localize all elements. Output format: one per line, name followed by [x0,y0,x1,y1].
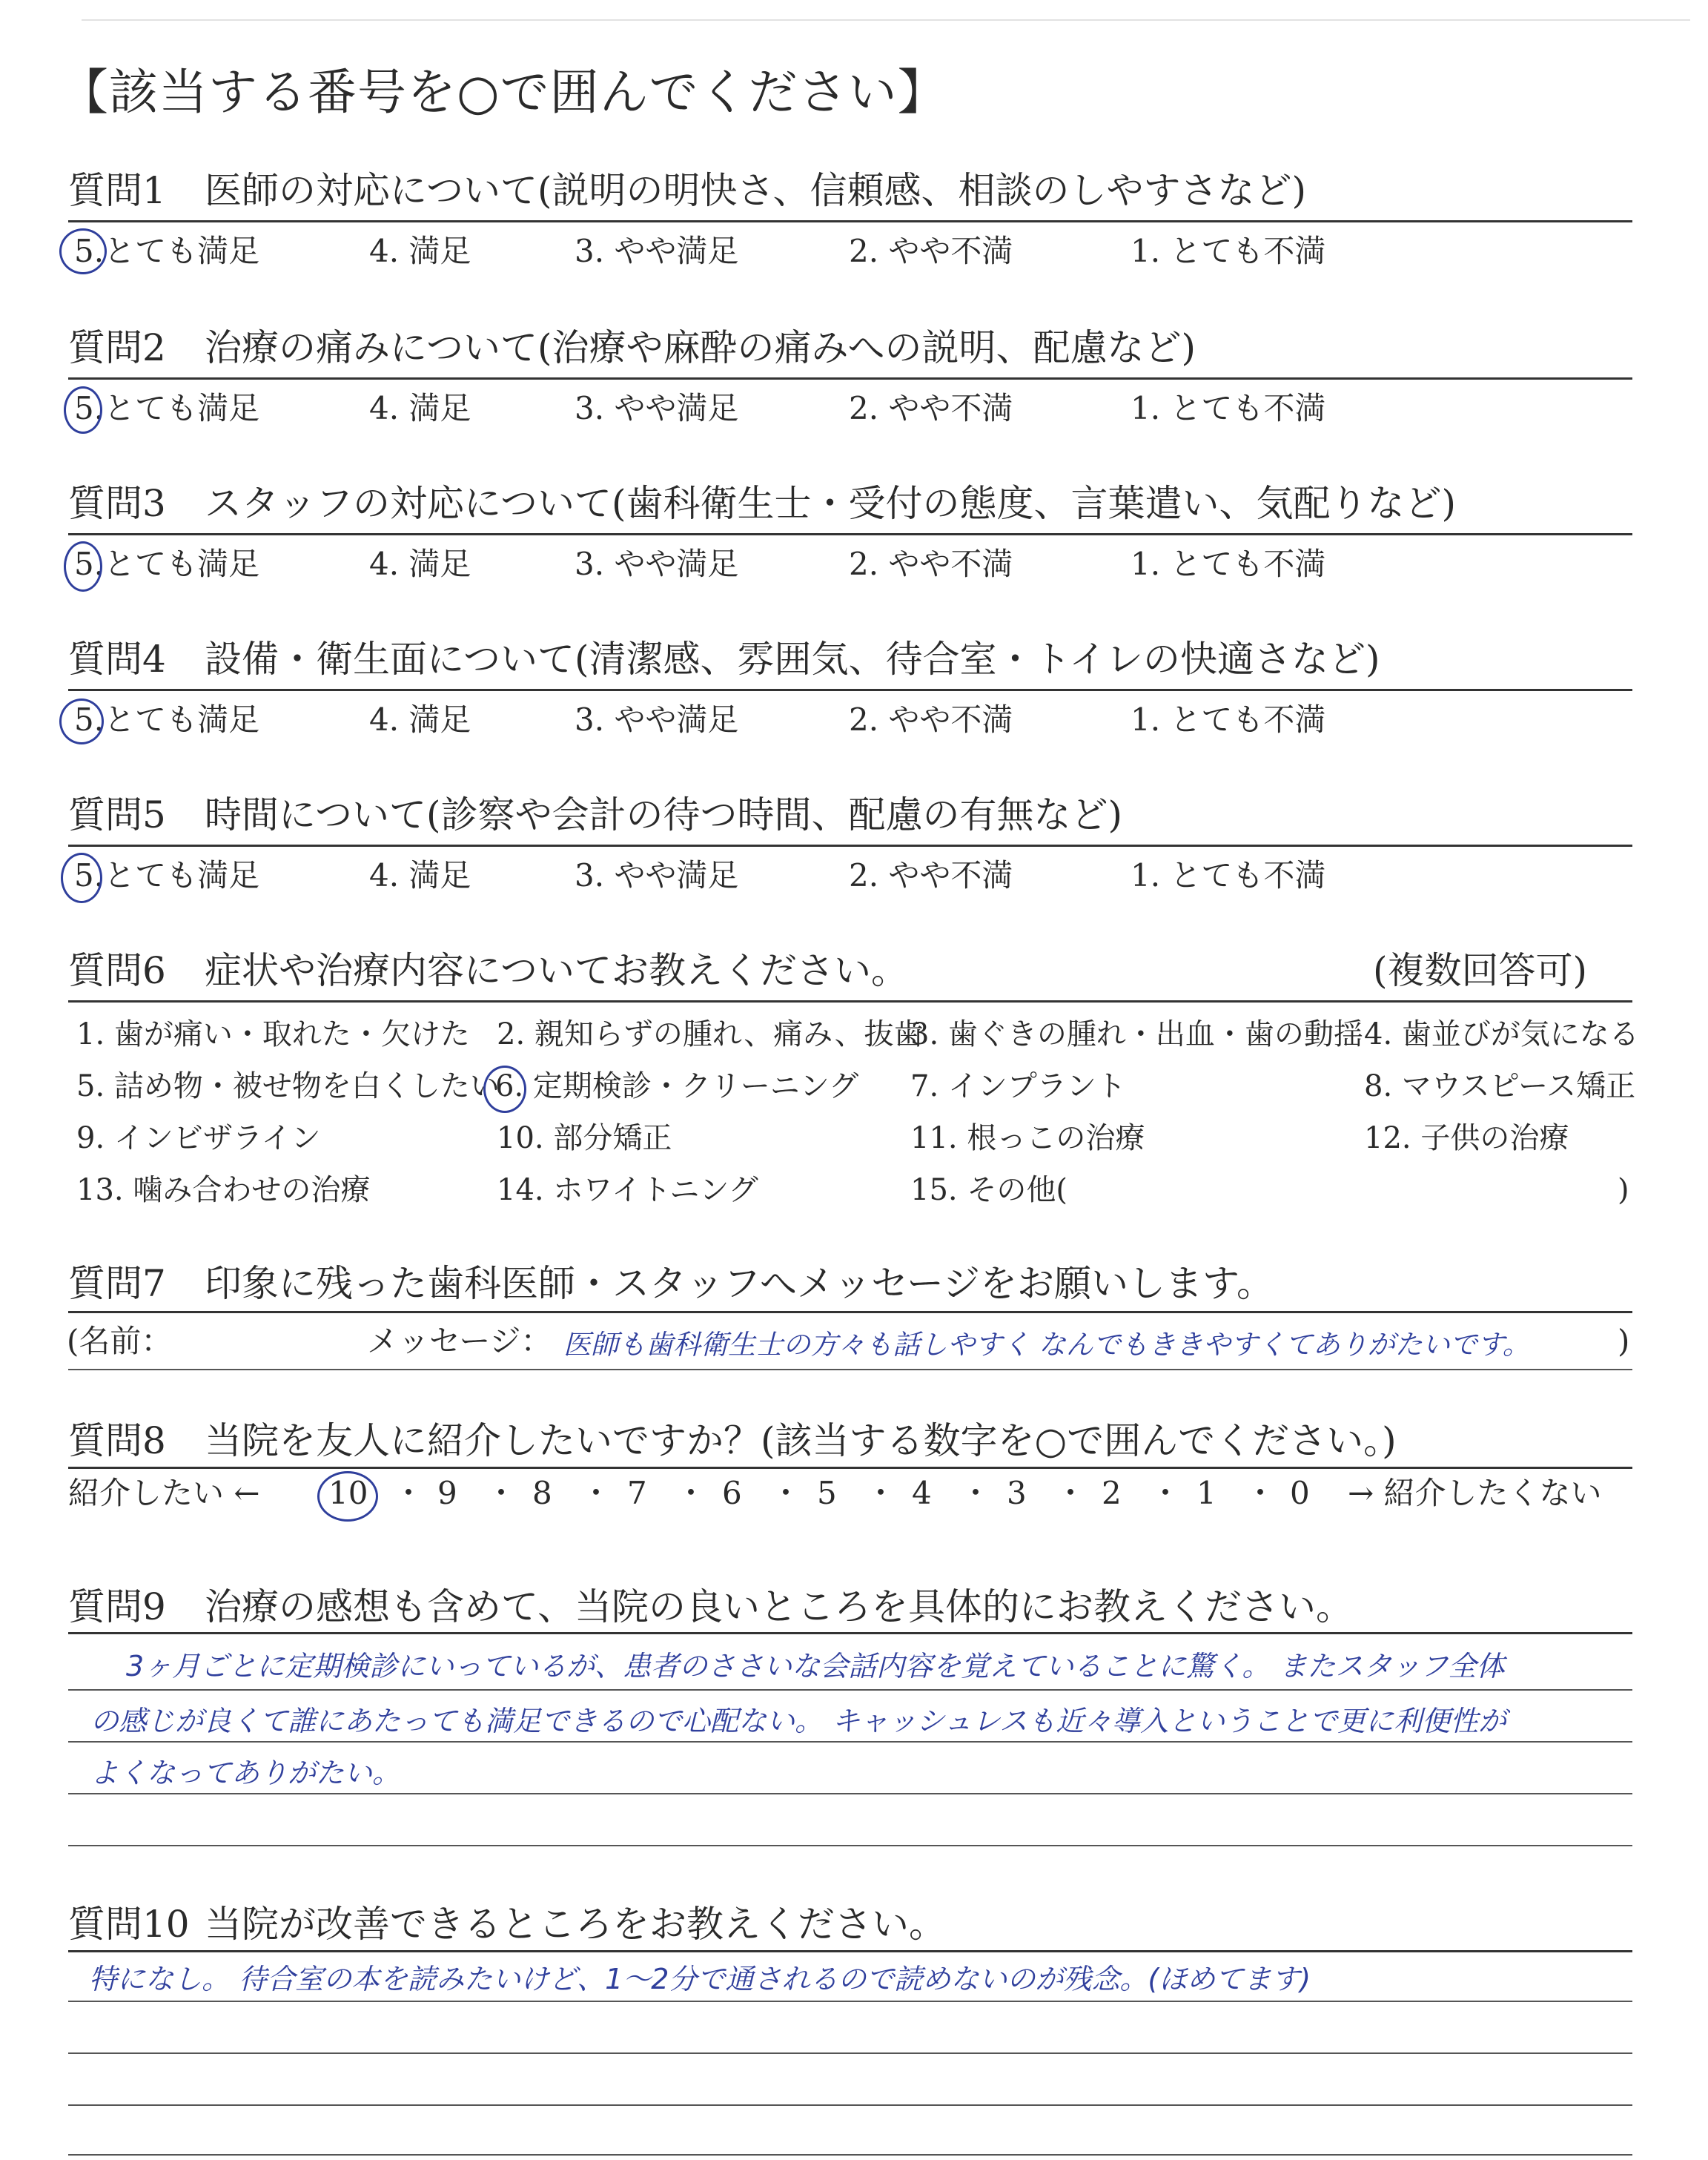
question-9-text: 治療の感想も含めて、当院の良いところを具体的にお教えください。 [205,1585,1353,1628]
question-7-text: 印象に残った歯科医師・スタッフへメッセージをお願いします。 [205,1262,1274,1305]
q7-answer-line [68,1369,1632,1370]
q3-option-4[interactable]: 4. 満足 [369,546,471,582]
q3-option-1[interactable]: 1. とても不満 [1131,546,1326,582]
q8-scale-3[interactable]: 3 [1007,1475,1027,1511]
question-4-rule [68,689,1632,691]
question-7 [68,1262,1274,1305]
q8-right-label: → 紹介したくない [1348,1475,1602,1511]
q2-option-5[interactable]: 5.とても満足 [74,390,260,426]
q10-answer: 特になし。 待合室の本を読みたいけど、1〜2分で通されるので読めないのが残念。(ほめてます) [89,1963,1311,1995]
top-edge-line [82,19,1690,21]
q1-answer-circle [59,228,107,274]
q6-option-6[interactable]: 6. 定期検診・クリーニング [495,1069,859,1103]
question-10-text: 当院が改善できるところをお教えください。 [205,1903,946,1946]
q5-option-3[interactable]: 3. やや満足 [575,857,739,894]
question-3-text: スタッフの対応について(歯科衛生士・受付の態度、言葉遣い、気配りなど) [205,482,1457,525]
q6-option-14[interactable]: 14. ホワイトニング [497,1173,758,1207]
question-2-number: 質問2 [68,326,166,369]
q8-dot: ・ [1055,1475,1087,1511]
q6-option-8[interactable]: 8. マウスピース矯正 [1364,1069,1636,1103]
q8-scale-4[interactable]: 4 [912,1475,932,1511]
question-3 [68,482,1457,525]
question-2-text: 治療の痛みについて(治療や麻酔の痛みへの説明、配慮など) [205,326,1196,369]
q5-option-1[interactable]: 1. とても不満 [1131,857,1326,894]
q4-option-5[interactable]: 5.とても満足 [74,701,260,738]
q8-scale-7[interactable]: 7 [627,1475,647,1511]
q9-writing-line [68,1845,1632,1846]
instruction-heading: 【該当する番号を○で囲んでください】 [59,64,947,121]
question-8-number: 質問8 [68,1419,166,1462]
question-9-number: 質問9 [68,1585,166,1628]
q8-scale-9[interactable]: 9 [437,1475,457,1511]
question-2-rule [68,377,1632,380]
q6-option-10[interactable]: 10. 部分矯正 [497,1121,672,1155]
q8-scale-0[interactable]: 0 [1290,1475,1310,1511]
q8-dot: ・ [1150,1475,1182,1511]
question-8-text: 当院を友人に紹介したいですか？(該当する数字を○で囲んでください。) [205,1419,1397,1462]
q8-dot: ・ [1245,1475,1277,1511]
question-5-text: 時間について(診察や会計の待つ時間、配慮の有無など) [205,793,1123,836]
q2-option-1[interactable]: 1. とても不満 [1131,390,1326,426]
q4-option-2[interactable]: 2. やや不満 [849,701,1013,738]
q9-answer-line-1: 3ヶ月ごとに定期検診にいっているが、患者のささいな会話内容を覚えていることに驚く。 またスタッフ全体 [126,1650,1505,1682]
q2-option-4[interactable]: 4. 満足 [369,390,471,426]
q4-answer-circle [59,698,104,744]
q5-option-2[interactable]: 2. やや不満 [849,857,1013,894]
question-10-rule [68,1950,1632,1952]
q9-writing-line [68,1741,1632,1743]
question-9 [68,1585,1353,1628]
q6-answer-circle [483,1066,526,1113]
q8-scale-6[interactable]: 6 [722,1475,742,1511]
question-4 [68,638,1380,681]
q6-option-12[interactable]: 12. 子供の治療 [1364,1121,1569,1155]
question-2 [68,326,1196,369]
q2-option-2[interactable]: 2. やや不満 [849,390,1013,426]
q4-option-3[interactable]: 3. やや満足 [575,701,739,738]
q8-dot: ・ [486,1475,517,1511]
question-1-rule [68,220,1632,222]
q7-message-label: メッセージ： [367,1323,552,1359]
q6-option-4[interactable]: 4. 歯並びが気になる [1364,1017,1639,1051]
question-9-rule [68,1632,1632,1634]
q8-dot: ・ [580,1475,612,1511]
question-5-rule [68,845,1632,847]
q4-option-4[interactable]: 4. 満足 [369,701,471,738]
question-5-number: 質問5 [68,793,166,836]
q8-dot: ・ [770,1475,802,1511]
question-5 [68,793,1123,836]
q7-name-label: (名前： [67,1323,173,1359]
question-4-number: 質問4 [68,638,166,681]
q5-option-4[interactable]: 4. 満足 [369,857,471,894]
q2-option-3[interactable]: 3. やや満足 [575,390,739,426]
q8-scale-2[interactable]: 2 [1102,1475,1122,1511]
q8-scale-10[interactable]: 10 [328,1475,368,1511]
q6-option-5[interactable]: 5. 詰め物・被せ物を白くしたい [76,1069,500,1103]
q3-answer-circle [64,541,102,592]
q2-answer-circle [64,386,102,434]
question-3-rule [68,533,1632,535]
q5-option-5[interactable]: 5.とても満足 [74,857,260,894]
q7-message-answer: 医師も歯科衛生士の方々も話しやすく なんでもききやすくてありがたいです。 [563,1329,1530,1361]
q6-option-1[interactable]: 1. 歯が痛い・取れた・欠けた [76,1017,470,1051]
question-8-rule [68,1467,1632,1469]
question-8 [68,1419,1397,1462]
question-10 [68,1903,946,1946]
q8-dot: ・ [675,1475,707,1511]
q8-dot: ・ [865,1475,897,1511]
q8-scale-1[interactable]: 1 [1196,1475,1217,1511]
q1-option-1[interactable]: 1. とても不満 [1131,233,1326,269]
q3-option-3[interactable]: 3. やや満足 [575,546,739,582]
q9-answer-line-2: の感じが良くて誰にあたっても満足できるので心配ない。 キャッシュレスも近々導入ということで更に利便性が [90,1705,1507,1737]
q1-option-3[interactable]: 3. やや満足 [575,233,739,269]
q8-scale-5[interactable]: 5 [817,1475,837,1511]
q7-close-paren: ) [1618,1323,1630,1359]
question-1-text: 医師の対応について(説明の明快さ、信頼感、相談のしやすさなど) [205,169,1307,212]
q8-dot: ・ [960,1475,992,1511]
question-6-number: 質問6 [68,949,166,992]
q6-option-9[interactable]: 9. インビザライン [76,1121,321,1155]
question-6 [68,949,908,992]
q6-option-13[interactable]: 13. 噛み合わせの治療 [76,1173,371,1207]
q10-writing-line [68,2154,1632,2156]
q9-writing-line [68,1793,1632,1794]
q5-answer-circle [61,853,102,903]
q10-writing-line [68,2001,1632,2002]
question-1 [68,169,1307,212]
q8-dot: ・ [393,1475,425,1511]
q1-option-4[interactable]: 4. 満足 [369,233,471,269]
q8-left-label: 紹介したい ← [68,1475,260,1511]
q4-option-1[interactable]: 1. とても不満 [1131,701,1326,738]
q1-option-5[interactable]: 5.とても満足 [74,233,260,269]
q3-option-2[interactable]: 2. やや不満 [849,546,1013,582]
q9-answer-line-3: よくなってありがたい。 [90,1757,401,1789]
question-6-note: (複数回答可) [1373,949,1588,992]
question-7-rule [68,1311,1632,1313]
q9-writing-line [68,1689,1632,1691]
question-6-text: 症状や治療内容についてお教えください。 [205,949,908,992]
q8-scale-8[interactable]: 8 [532,1475,552,1511]
question-4-text: 設備・衛生面について(清潔感、雰囲気、待合室・トイレの快適さなど) [205,638,1380,681]
q6-option-3[interactable]: 3. 歯ぐきの腫れ・出血・歯の動揺 [910,1017,1363,1051]
q6-option-2[interactable]: 2. 親知らずの腫れ、痛み、抜歯 [497,1017,924,1051]
question-7-number: 質問7 [68,1262,166,1305]
q6-option-15[interactable]: 15. その他( [910,1173,1068,1207]
q6-option-15-close: ) [1618,1173,1629,1207]
question-10-number: 質問10 [68,1903,190,1946]
question-3-number: 質問3 [68,482,166,525]
q1-option-2[interactable]: 2. やや不満 [849,233,1013,269]
q10-writing-line [68,2104,1632,2106]
q10-writing-line [68,2052,1632,2054]
q8-answer-circle [317,1471,378,1522]
q6-option-7[interactable]: 7. インプラント [910,1069,1126,1103]
q3-option-5[interactable]: 5.とても満足 [74,546,260,582]
q6-option-11[interactable]: 11. 根っこの治療 [910,1121,1145,1155]
question-6-rule [68,1000,1632,1003]
question-1-number: 質問1 [68,169,166,212]
